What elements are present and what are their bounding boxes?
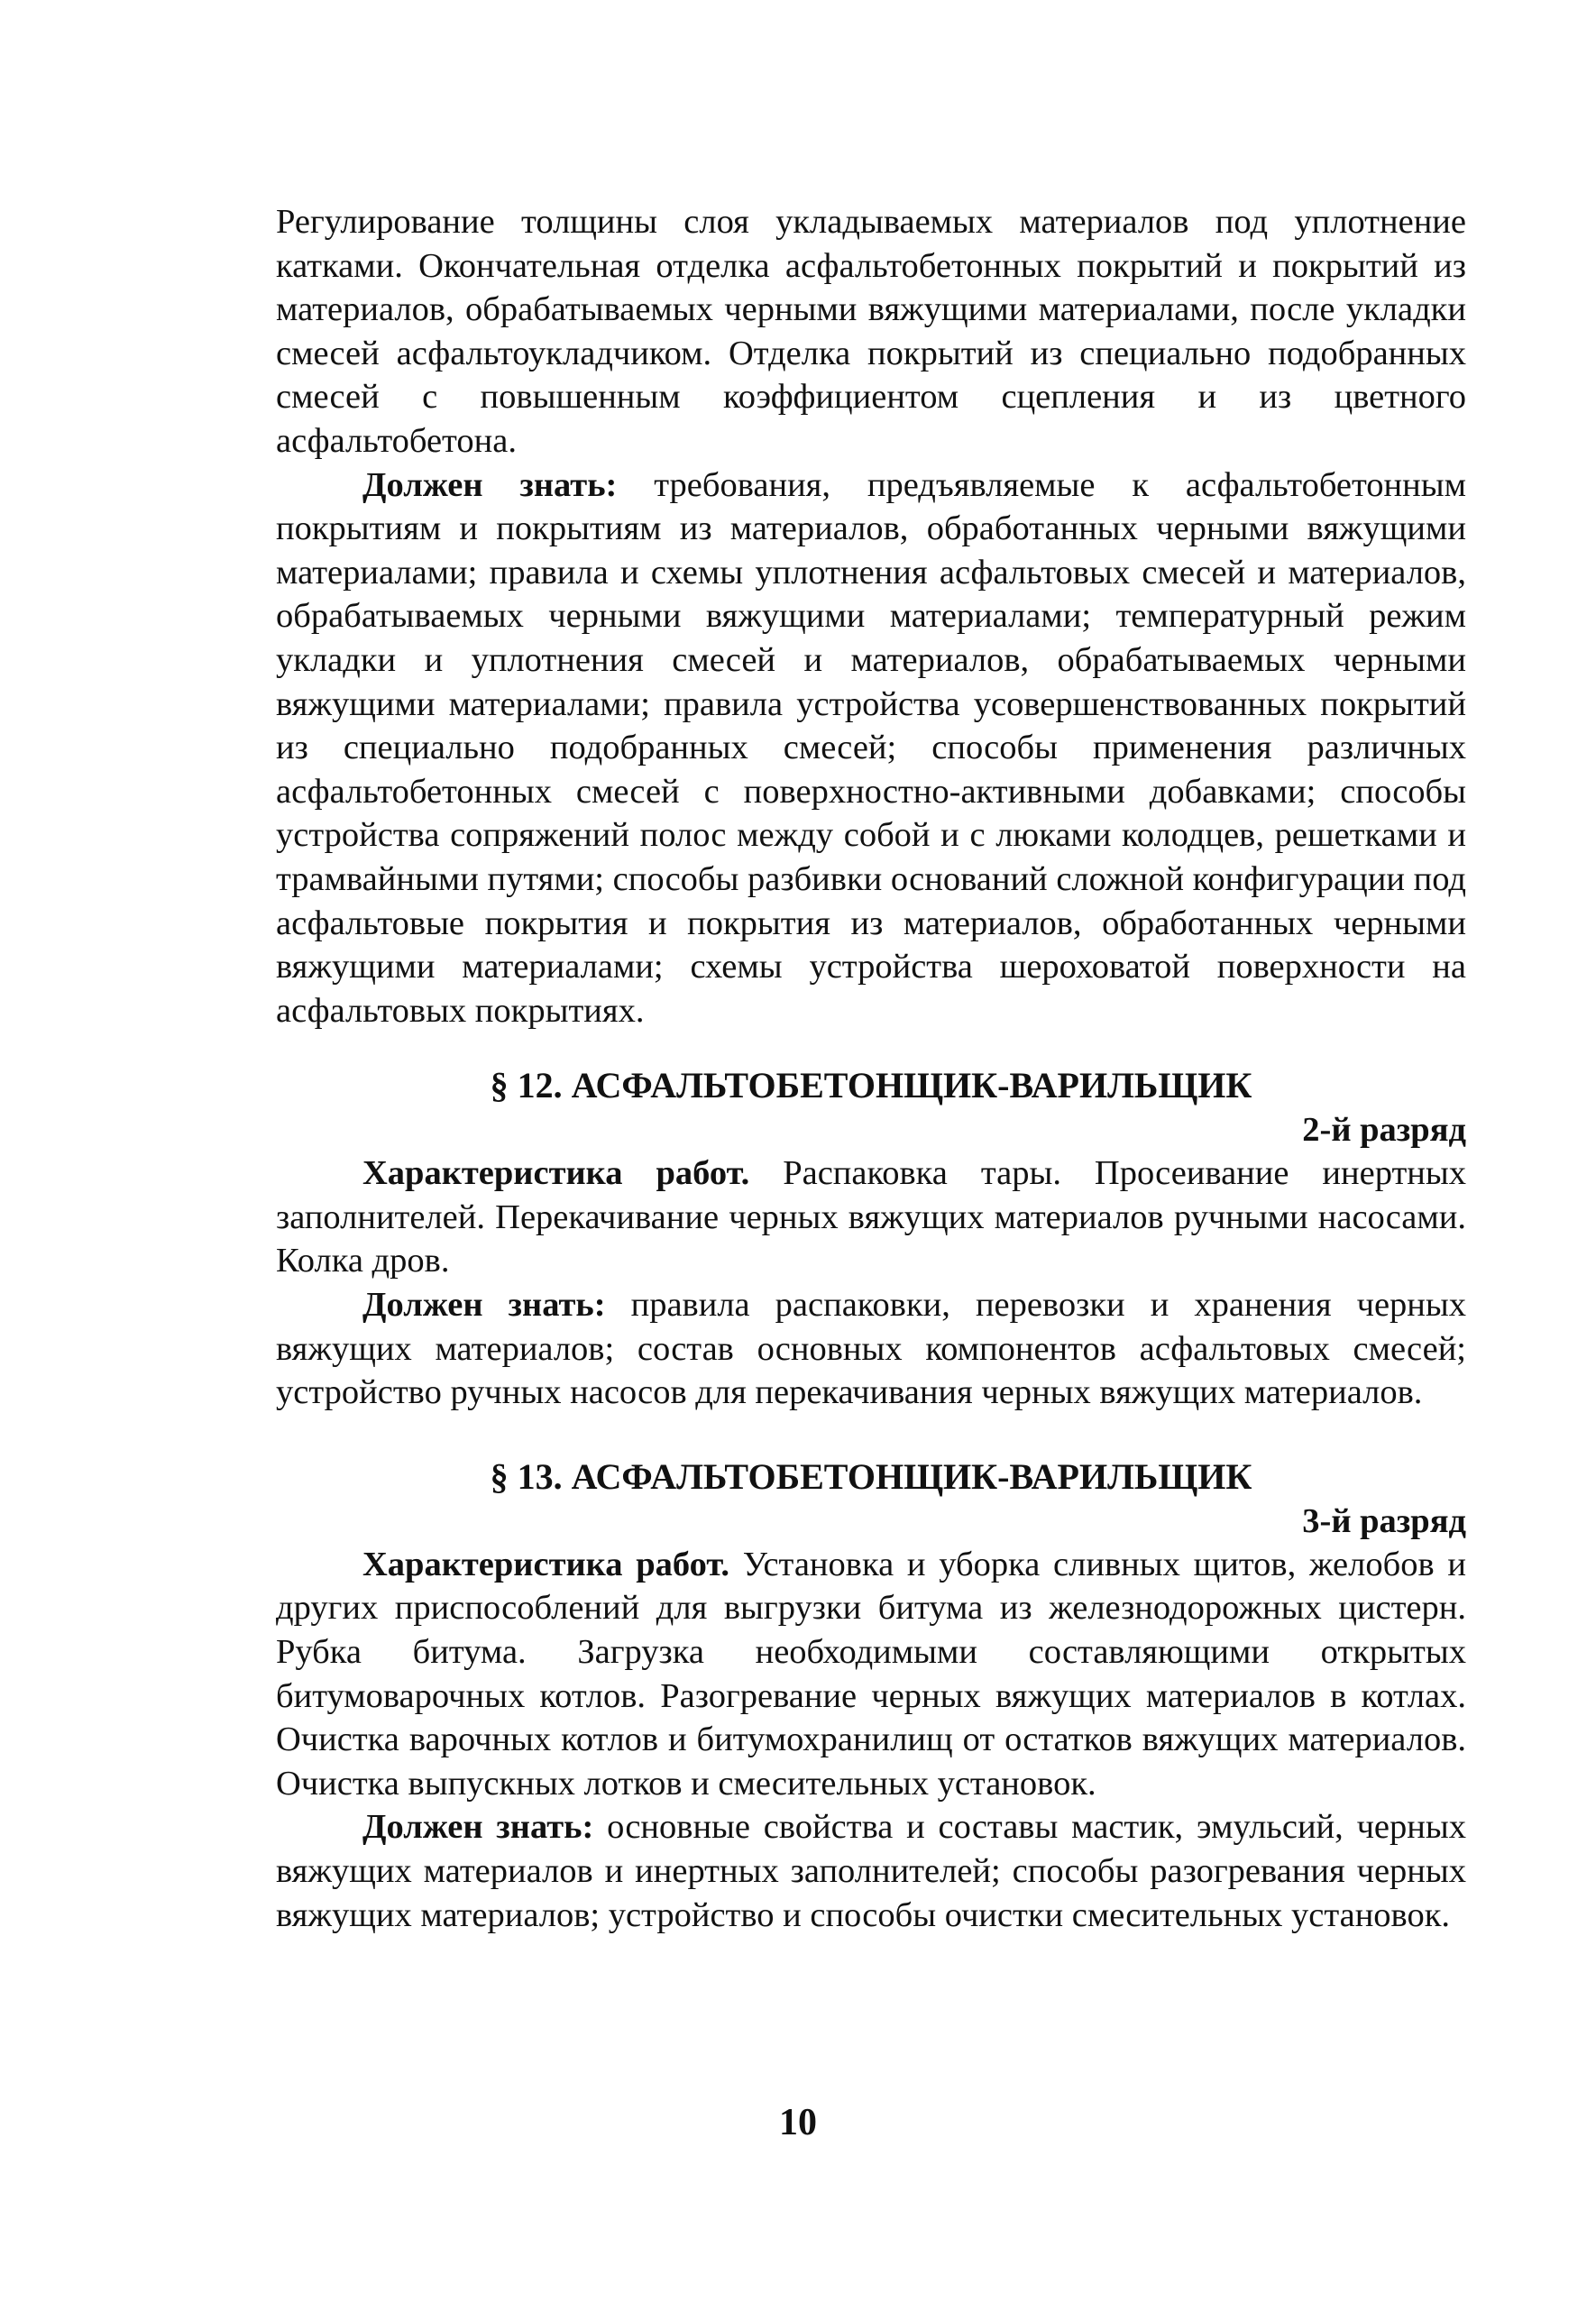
spacer [276,1415,1466,1454]
section-13-grade: 3-й разряд [1302,1501,1466,1540]
section-12-work-text: Распаковка тары. Просеивание инертных заполнителей. Перекачивание черных вяжущих материалов ручными насосами. Колка дров. [276,1154,1466,1280]
section-12-grade: 2-й разряд [1302,1111,1466,1150]
knowledge-lead: Должен знать: [362,465,618,504]
section-13-work-text: Установка и уборка сливных щитов, желобов и других приспособлений для выгрузки битума из железнодорожных цистерн. Рубка битума. Загрузка необходимыми составляющими открытых битумоварочных котлов. Разогревание черных вяжущих материалов в котлах. Очистка варочных котлов и битумохранилищ от остатков вяжущих материалов. Очистка выпускных лотков и смесительных установок. [276,1545,1466,1803]
section-13-heading: § 13. АСФАЛЬТОБЕТОНЩИК-ВАРИЛЬЩИК [490,1455,1252,1497]
section-12-know-lead: Должен знать: [362,1286,606,1325]
section-13-know-paragraph [276,1805,1466,1937]
continuation-paragraph: Регулирование толщины слоя укладываемых материалов под уплотнение катками. Окончательная отделка асфальтобетонных покрытий и покрытий из материалов, обрабатываемых черными вяжущими материалами, после укладки смесей асфальтоукладчиком. Отделка покрытий из специально подобранных смесей с повышенным коэффициентом сцепления и из цветного асфальтобетона. [276,203,1466,460]
section-12-work-paragraph [276,1152,1466,1283]
knowledge-paragraph [276,463,1466,1033]
section-12-work-lead: Характеристика работ. [362,1154,750,1193]
page-content [276,200,1466,1937]
section-12-know-paragraph [276,1283,1466,1415]
knowledge-text: требования, предъявляемые к асфальтобетонным покрытиям и покрытиям из материалов, обработанных черными вяжущими материалами; правила и схемы уплотнения асфальтовых смесей и материалов, обрабатываемых черными вяжущими материалами; температурный режим укладки и уплотнения смесей и материалов, обрабатываемых черными вяжущими материалами; правила устройства усовершенствованных покрытий из специально подобранных смесей; способы применения различных асфальтобетонных смесей с поверхностно-активными добавками; способы устройства сопряжений полос между собой и с люками колодцев, решетками и трамвайными путями; способы разбивки оснований сложной конфигурации под асфальтовые покрытия и покрытия из материалов, обработанных черными вяжущими материалами; схемы устройства шероховатой поверхности на асфальтовых покрытиях. [276,465,1466,1030]
section-12-know-text: правила распаковки, перевозки и хранения черных вяжущих материалов; состав основных компонентов асфальтовых смесей; устройство ручных насосов для перекачивания черных вяжущих материалов. [276,1286,1467,1412]
section-13-work-lead: Характеристика работ. [362,1545,730,1583]
page-number: 10 [779,2102,817,2143]
section-13-know-text: основные свойства и составы мастик, эмульсий, черных вяжущих материалов и инертных заполнителей; способы разогревания черных вяжущих материалов; устройство и способы очистки смесительных установок. [276,1808,1466,1934]
spacer [276,1032,1466,1063]
section-13-work-paragraph [276,1543,1466,1806]
section-12-heading: § 12. АСФАЛЬТОБЕТОНЩИК-ВАРИЛЬЩИК [490,1065,1252,1106]
section-13-know-lead: Должен знать: [362,1808,594,1847]
